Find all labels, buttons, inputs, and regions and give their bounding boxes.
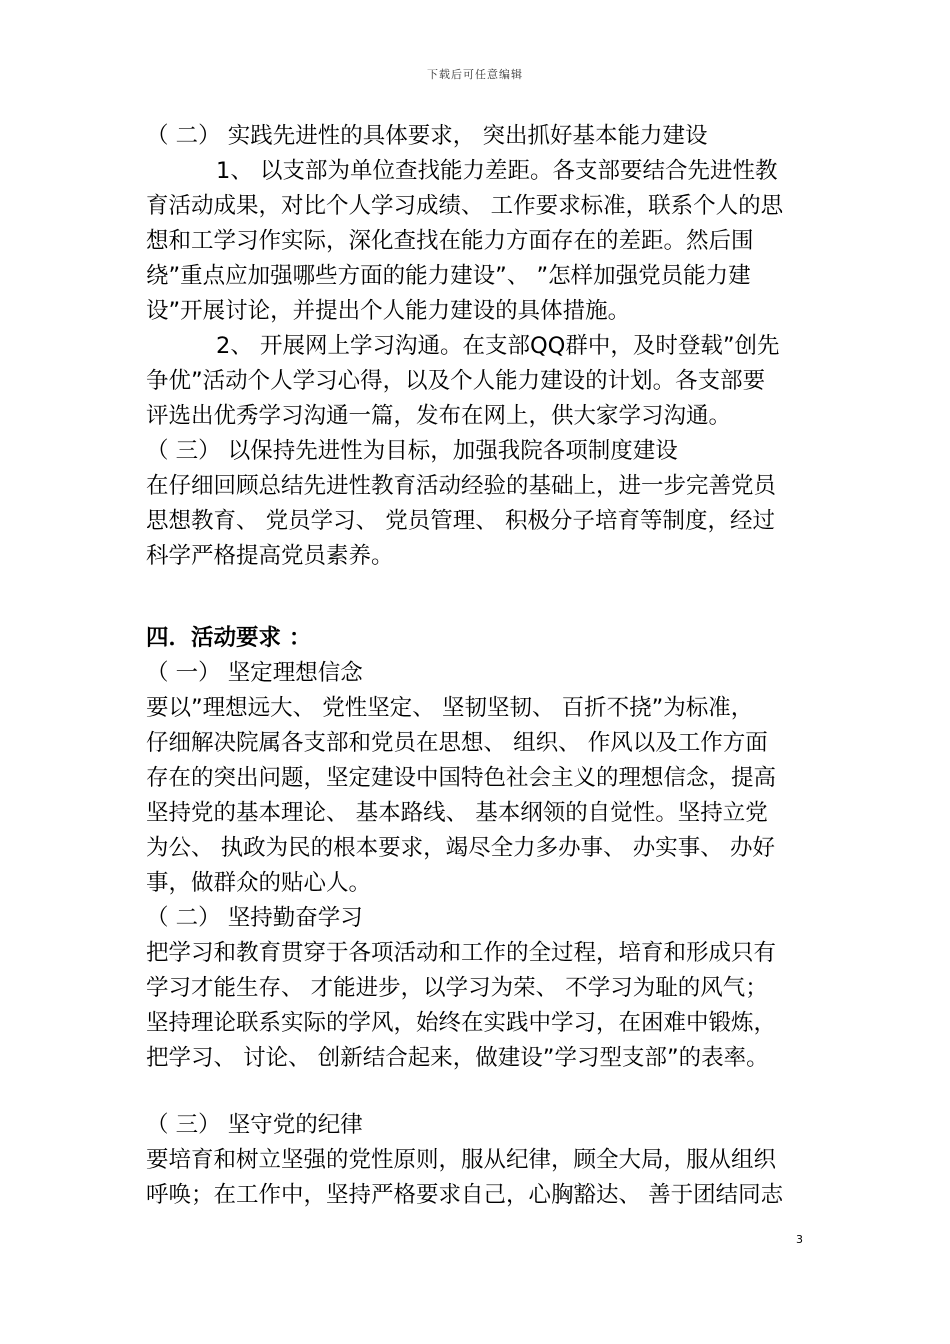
paragraph-line: 存在的突出问题，坚定建设中国特色社会主义的理想信念，提高 (146, 765, 777, 791)
paragraph-line: 在仔细回顾总结先进性教育活动经验的基础上，进一步完善党员 (146, 473, 777, 499)
section-heading: （ 一） 坚定理想信念 (146, 660, 363, 686)
paragraph-line: 育活动成果，对比个人学习成绩、 工作要求标准，联系个人的思 (146, 193, 784, 219)
paragraph-line: 把学习、 讨论、 创新结合起来，做建设”学习型支部”的表率。 (146, 1045, 769, 1071)
section-heading: （ 二） 实践先进性的具体要求， 突出抓好基本能力建设 (146, 123, 708, 149)
paragraph-line: 评选出优秀学习沟通一篇，发布在网上，供大家学习沟通。 (146, 403, 732, 429)
chapter-heading: 四．活动要求 ： (146, 625, 312, 651)
section-heading: （ 三） 以保持先进性为目标，加强我院各项制度建设 (146, 438, 678, 464)
paragraph-line: 1、 以支部为单位查找能力差距。各支部要结合先进性教 (216, 158, 778, 184)
paragraph-line: 争优”活动个人学习心得，以及个人能力建设的计划。各支部要 (146, 368, 766, 394)
paragraph-line: 要培育和树立坚强的党性原则，服从纪律，顾全大局，服从组织 (146, 1147, 777, 1173)
paragraph-line: 思想教育、 党员学习、 党员管理、 积极分子培育等制度，经过 (146, 508, 775, 534)
section-heading: （ 二） 坚持勤奋学习 (146, 905, 363, 931)
paragraph-line: 坚持理论联系实际的学风，始终在实践中学习，在困难中锻炼， (146, 1010, 777, 1036)
page-header: 下载后可任意编辑 (427, 68, 523, 81)
paragraph-line: 学习才能生存、 才能进步，以学习为荣、 不学习为耻的风气； (146, 975, 768, 1001)
paragraph-line: 为公、 执政为民的根本要求，竭尽全力多办事、 办实事、 办好 (146, 835, 775, 861)
paragraph-line: 仔细解决院属各支部和党员在思想、 组织、 作风以及工作方面 (146, 730, 768, 756)
paragraph-line: 把学习和教育贯穿于各项活动和工作的全过程，培育和形成只有 (146, 940, 777, 966)
paragraph-line: 要以”理想远大、 党性坚定、 坚韧坚韧、 百折不挠”为标准， (146, 695, 754, 721)
paragraph-line: 科学严格提高党员素养。 (146, 543, 394, 569)
paragraph-line: 呼唤；在工作中，坚持严格要求自己，心胸豁达、 善于团结同志 (146, 1182, 784, 1208)
paragraph-line: 坚持党的基本理论、 基本路线、 基本纲领的自觉性。坚持立党 (146, 800, 768, 826)
paragraph-line: 想和工学习作实际，深化查找在能力方面存在的差距。然后围 (146, 228, 754, 254)
paragraph-line: 设”开展讨论，并提出个人能力建设的具体措施。 (146, 298, 631, 324)
page-number: 3 (796, 1233, 803, 1246)
paragraph-line: 绕”重点应加强哪些方面的能力建设”、 ”怎样加强党员能力建 (146, 263, 751, 289)
paragraph-line: 事，做群众的贴心人。 (146, 870, 372, 896)
section-heading: （ 三） 坚守党的纪律 (146, 1112, 363, 1138)
paragraph-line: 2、 开展网上学习沟通。在支部QQ群中，及时登载”创先 (216, 333, 780, 359)
